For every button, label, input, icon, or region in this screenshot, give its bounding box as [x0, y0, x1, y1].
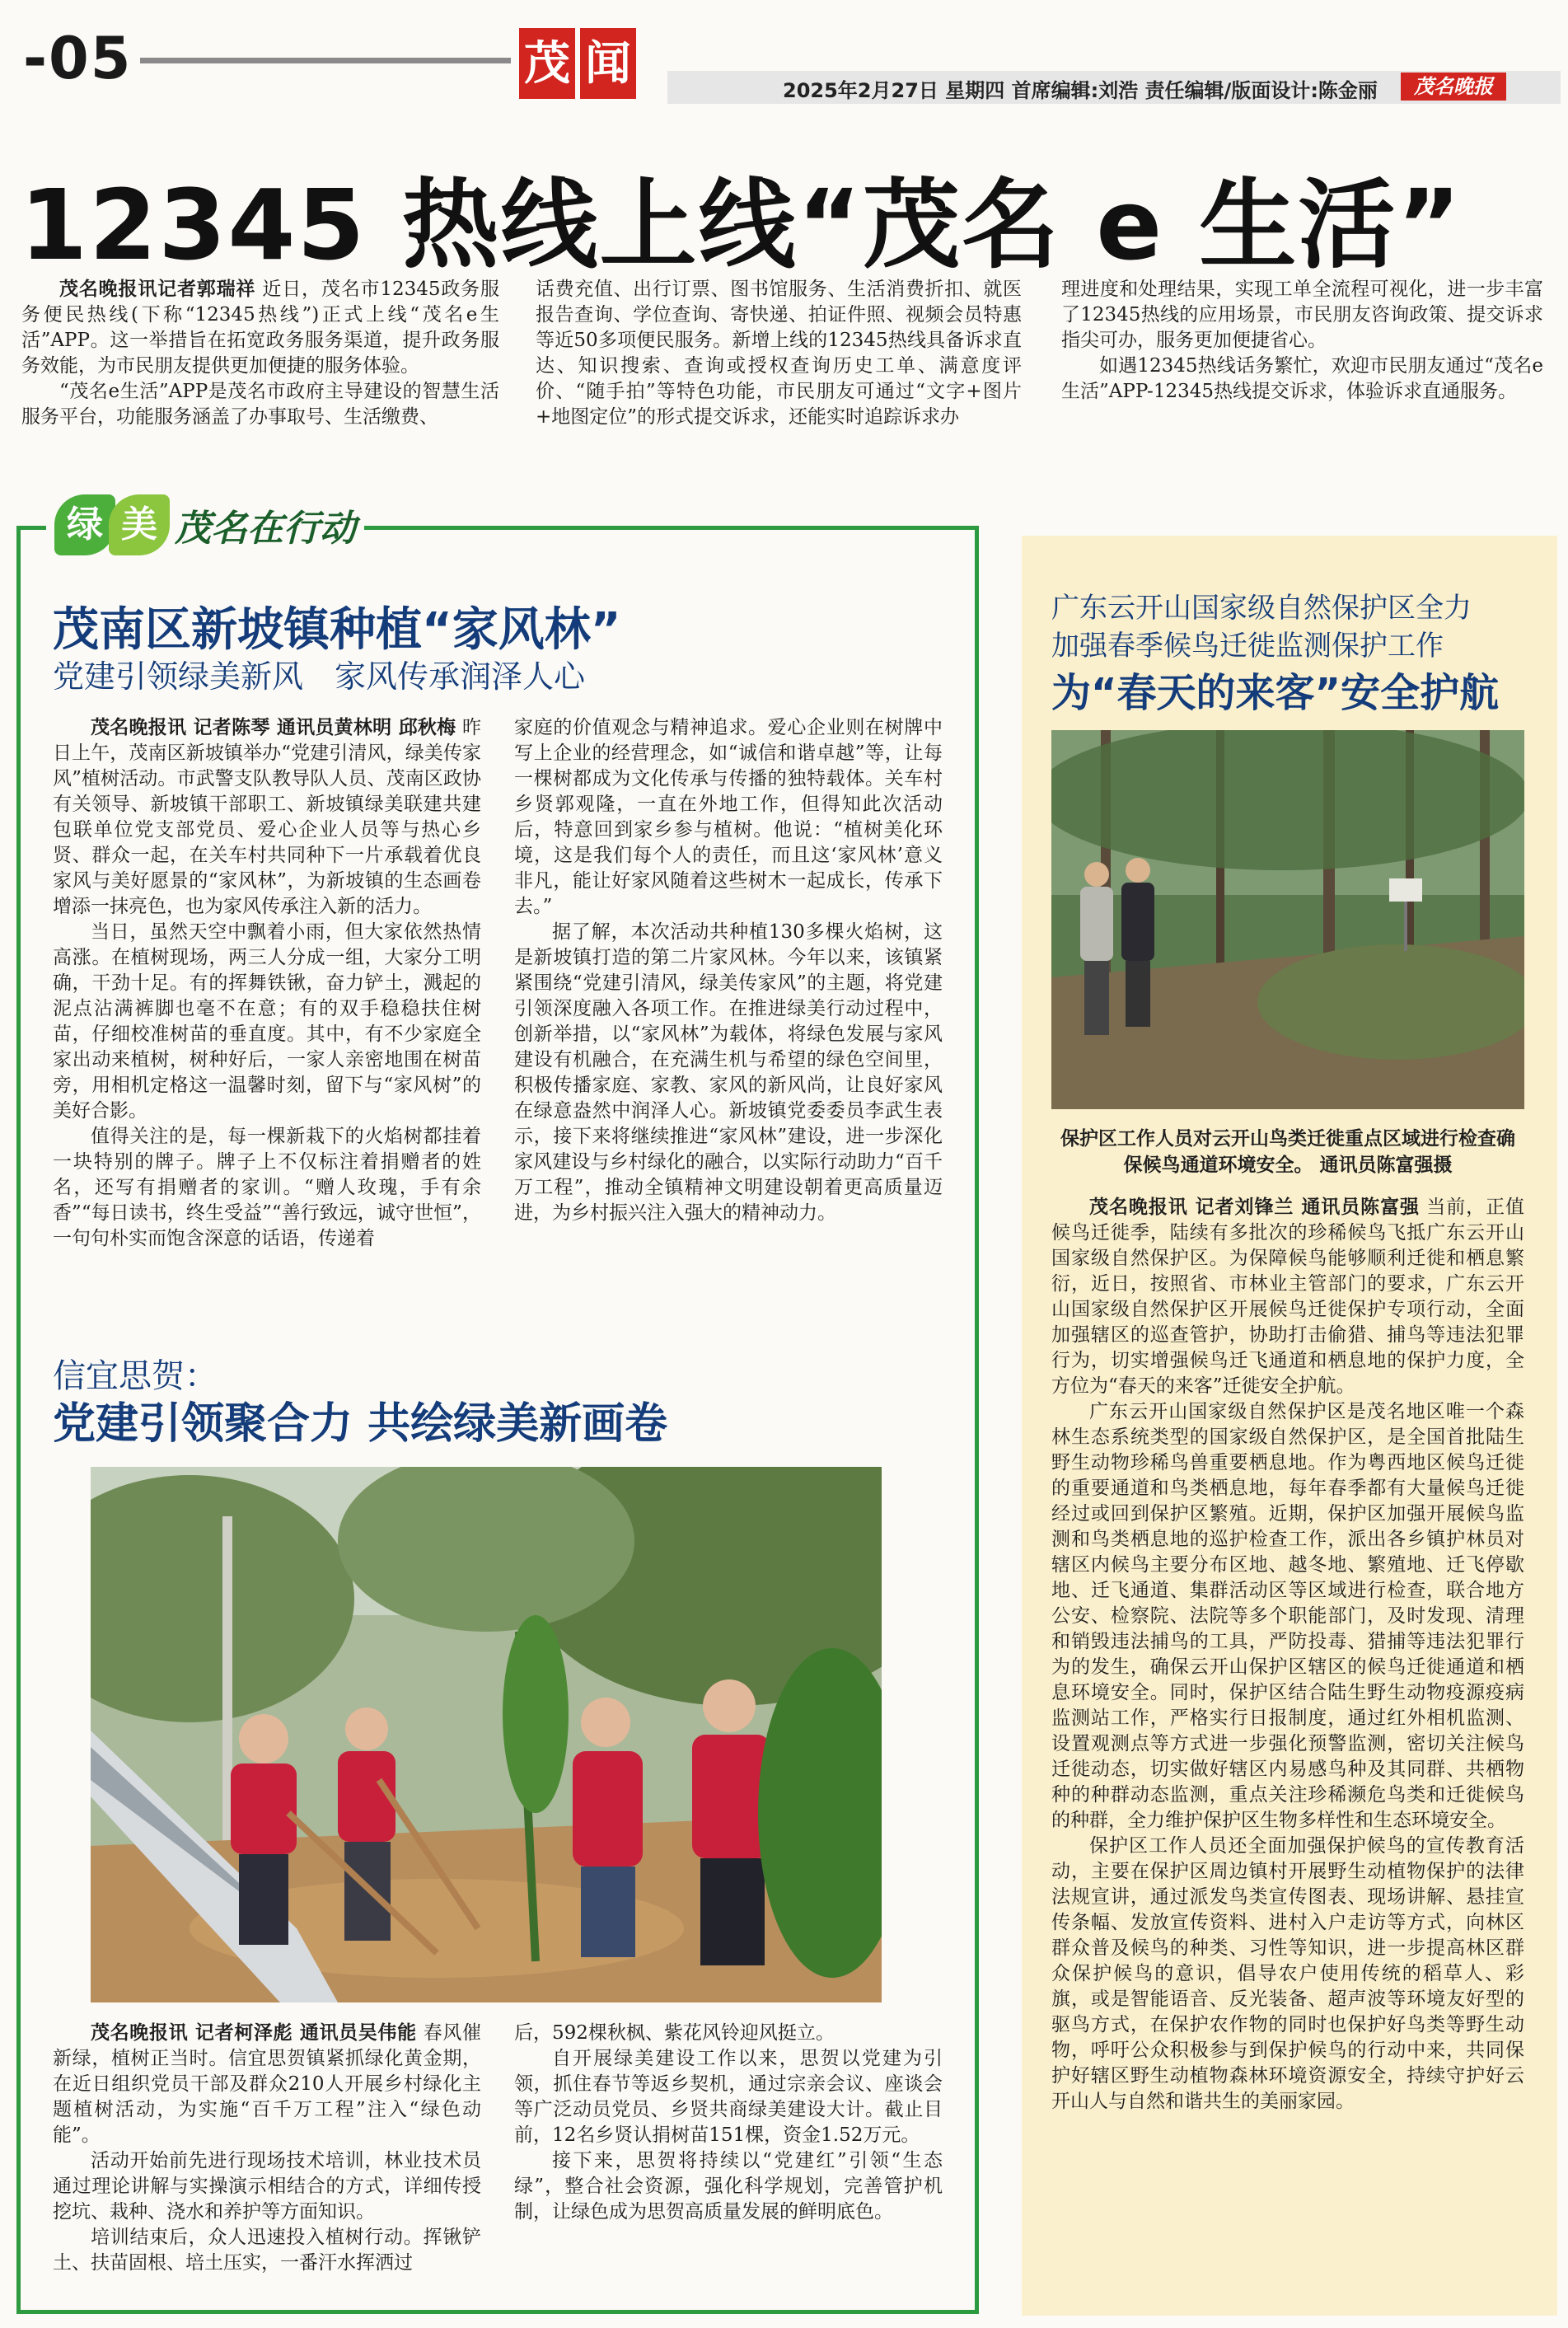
- article-text: 自开展绿美建设工作以来，思贺以党建为引领，抓住春节等返乡契机，通过宗亲会议、座谈会等广泛动员党员、乡贤共商绿美建设大计。截止目前，12名乡贤认捐树苗151棵，资金1.52万元。: [514, 2048, 943, 2146]
- page-number: -05: [23, 25, 133, 92]
- right-panel-title: 为“春天的来客”安全护航: [1051, 670, 1500, 716]
- article-title: 茂南区新坡镇种植“家风林”: [53, 603, 621, 657]
- right-panel-text: [1051, 1195, 1524, 2115]
- lead-text: 近日，茂名市12345政务服务便民热线(下称“12345热线”)正式上线“茂名e生活”APP。这一举措旨在拓宽政务服务渠道，提升政务服务效能，为市民朋友提供更加便捷的服务体验。: [21, 279, 500, 377]
- article-subtitle: 党建引领绿美新风 家风传承润泽人心: [53, 658, 586, 695]
- lead-text: 话费充值、出行订票、图书馆服务、生活消费折扣、就医报告查询、学位查询、寄快递、拍证件照、视频会员特惠等近50多项便民服务。新增上线的12345热线具备诉求直达、知识搜索、查询或授权查询历史工单、满意度评价、“随手拍”等特色功能，市民朋友可通过“文字+图片+地图定位”的形式提交诉求，还能实时追踪诉求办: [536, 279, 1022, 428]
- article1-column-1: [53, 715, 481, 1252]
- paper-logo: 茂名晚报: [1401, 73, 1506, 101]
- photo-caption: 保护区工作人员对云开山鸟类迁徙重点区域进行检查确保候鸟通道环境安全。 通讯员陈富强摄: [1060, 1128, 1515, 1176]
- header-rule: [140, 58, 511, 63]
- article-text: 广东云开山国家级自然保护区是茂名地区唯一个森林生态系统类型的国家级自然保护区，是全国首批陆生野生动物珍稀鸟兽重要栖息地。作为粤西地区候鸟迁徙的重要通道和鸟类栖息地，每年春季都有大量候鸟迁徙经过或回到保护区繁殖。近期，保护区加强开展候鸟监测和鸟类栖息地的巡护检查工作，派出各乡镇护林员对辖区内候鸟主要分布区地、越冬地、繁殖地、迁飞停歇地、迁飞通道、集群活动区等区域进行检查，联合地方公安、检察院、法院等多个职能部门，及时发现、清理和销毁违法捕鸟的工具，严防投毒、猎捕等违法犯罪行为的发生，确保云开山保护区辖区的候鸟迁徙通道和栖息环境安全。同时，保护区结合陆生野生动物疫源疫病监测站工作，严格实行日报制度，通过红外相机监测、设置观测点等方式进一步强化预警监测，密切关注候鸟迁徙动态，切实做好辖区内易感鸟种及其同群、共栖物种的种群动态监测，重点关注珍稀濒危鸟类和迁徙候鸟的种群，全力维护保护区生物多样性和生态环境安全。: [1051, 1401, 1524, 1831]
- article1-column-2: [514, 715, 943, 1226]
- section-char: 闻: [580, 28, 636, 99]
- article-text: 据了解，本次活动共种植130多棵火焰树，这是新坡镇打造的第二片家风林。今年以来，该镇紧紧围绕“党建引清风，绿美传家风”的主题，将党建引领深度融入各项工作。在推进绿美行动过程中，创新举措，以“家风林”为载体，将绿色发展与家风建设有机融合，在充满生机与希望的绿色空间里，积极传播家庭、家教、家风的新风尚，让良好家风在绿意盎然中润泽人心。新坡镇党委委员李武生表示，接下来将继续推进“家风林”建设，进一步深化家风建设与乡村绿化的融合，以实际行动助力“百千万工程”，推动全镇精神文明建设朝着更高质量迈进，为乡村振兴注入强大的精神动力。: [514, 921, 943, 1224]
- article1-byline: 茂名晚报讯 记者陈琴 通讯员黄林明 邱秋梅: [91, 717, 456, 738]
- article2-byline: 茂名晚报讯 记者柯泽彪 通讯员吴伟能: [91, 2022, 417, 2044]
- right-panel-byline: 茂名晚报讯 记者刘锋兰 通讯员陈富强: [1089, 1197, 1420, 1218]
- article-text: 春风催新绿，植树正当时。信宜思贺镇紧抓绿化黄金期，在近日组织党员干部及群众210人开展乡村绿化主题植树活动，为实施“百千万工程”注入“绿色动能”。: [53, 2022, 482, 2146]
- article2-column-2: [514, 2021, 943, 2225]
- article-text: 当日，虽然天空中飘着小雨，但大家依然热情高涨。在植树现场，两三人分成一组，大家分工明确，干劲十足。有的挥舞铁锹，奋力铲土，溅起的泥点沾满裤脚也毫不在意；有的双手稳稳扶住树苗，仔细校准树苗的垂直度。其中，有不少家庭全家出动来植树，树种好后，一家人亲密地围在树苗旁，用相机定格这一温馨时刻，留下与“家风树”的美好合影。: [53, 921, 481, 1122]
- banner-text: 茂名在行动: [175, 508, 356, 550]
- tree-planting-illustration: [91, 1467, 882, 2002]
- article-text: 值得关注的是，每一棵新栽下的火焰树都挂着一块特别的牌子。牌子上不仅标注着捐赠者的姓名，还写有捐赠者的家训。“赠人玫瑰，手有余香”“每日读书，终生受益”“善行致远，诚守世恒”，一句句朴实而饱含深意的话语，传递着: [53, 1126, 481, 1249]
- lead-headline: 12345 热线上线“茂名 e 生活”: [20, 168, 1463, 282]
- article2-title: 党建引领聚合力 共绘绿美新画卷: [53, 1399, 668, 1449]
- lead-text: 如遇12345热线话务繁忙，欢迎市民朋友通过“茂名e生活”APP-12345热线提交诉求，体验诉求直通服务。: [1061, 355, 1543, 402]
- article2-column-1: [53, 2021, 481, 2276]
- lead-column-2: [536, 277, 1022, 430]
- lead-byline: 茂名晚报讯记者郭瑞祥: [59, 279, 256, 300]
- lead-text: “茂名e生活”APP是茂名市政府主导建设的智慧生活服务平台，功能服务涵盖了办事取号、生活缴费、: [21, 381, 499, 428]
- article-text: 保护区工作人员还全面加强保护候鸟的宣传教育活动，主要在保护区周边镇村开展野生动植物保护的法律法规宣讲，通过派发鸟类宣传图表、现场讲解、悬挂宣传条幅、发放宣传资料、进村入户走访等方式，向林区群众普及候鸟的种类、习性等知识，进一步提高林区群众保护候鸟的意识，倡导农户使用传统的稻草人、彩旗，或是智能语音、反光装备、超声波等环境友好型的驱鸟方式，在保护农作物的同时也保护好鸟类等野生动物，呼吁公众积极参与到保护候鸟的行动中来，共同保护好辖区野生动植物森林环境资源安全，持续守护好云开山人与自然和谐共生的美丽家园。: [1051, 1835, 1524, 2112]
- article-text: 昨日上午，茂南区新坡镇举办“党建引清风，绿美传家风”植树活动。市武警支队教导队人员、茂南区政协有关领导、新坡镇干部职工、新坡镇绿美联建共建包联单位党支部党员、爱心企业人员等与热心乡贤、群众一起，在关车村共同种下一片承载着优良家风与美好愿景的“家风林”，为新坡镇的生态画卷增添一抹亮色，也为家风传承注入新的活力。: [53, 717, 481, 917]
- article-text: 后，592棵秋枫、紫花风铃迎风挺立。: [514, 2022, 835, 2044]
- issue-info: 2025年2月27日 星期四 首席编辑:刘浩 责任编辑/版面设计:陈金丽: [783, 79, 1378, 102]
- forest-illustration: [1051, 730, 1524, 1109]
- lead-column-3: [1061, 277, 1543, 405]
- article-text: 培训结束后，众人迅速投入植树行动。挥锹铲土、扶苗固根、培土压实，一番汗水挥洒过: [53, 2227, 481, 2274]
- section-char: 茂: [519, 28, 575, 99]
- right-panel-kicker: 广东云开山国家级自然保护区全力: [1051, 592, 1472, 625]
- lead-text: 理进度和处理结果，实现工单全流程可视化，进一步丰富了12345热线的应用场景，市民朋友咨询政策、提交诉求指尖可办，服务更加便捷省心。: [1061, 279, 1543, 351]
- article2-pretitle: 信宜思贺：: [53, 1357, 218, 1395]
- leaf-icon: 美: [109, 494, 170, 555]
- right-panel-kicker: 加强春季候鸟迁徙监测保护工作: [1051, 630, 1444, 663]
- article-text: 活动开始前先进行现场技术培训，林业技术员通过理论讲解与实操演示相结合的方式，详细传授挖坑、栽种、浇水和养护等方面知识。: [53, 2150, 481, 2223]
- article-text: 接下来，思贺将持续以“党建红”引领“生态绿”，整合社会资源，强化科学规划，完善管护机制，让绿色成为思贺高质量发展的鲜明底色。: [514, 2150, 943, 2223]
- section-tag: [519, 28, 636, 104]
- tree-planting-photo: [91, 1467, 882, 2002]
- green-banner: [46, 491, 364, 559]
- article-text: 当前，正值候鸟迁徙季，陆续有多批次的珍稀候鸟飞抵广东云开山国家级自然保护区。为保障候鸟能够顺利迁徙和栖息繁衍，近日，按照省、市林业主管部门的要求，广东云开山国家级自然保护区开展候鸟迁徙保护专项行动，全面加强辖区的巡查管护，协助打击偷猎、捕鸟等违法犯罪行为，切实增强候鸟迁飞通道和栖息地的保护力度，全方位为“春天的来客”迁徙安全护航。: [1051, 1197, 1525, 1397]
- lead-column-1: [21, 277, 499, 430]
- article-text: 家庭的价值观念与精神追求。爱心企业则在树牌中写上企业的经营理念，如“诚信和谐卓越”等，让每一棵树都成为文化传承与传播的独特载体。关车村乡贤郭观隆，一直在外地工作，但得知此次活动后，特意回到家乡参与植树。他说：“植树美化环境，这是我们每个人的责任，而且这‘家风林’意义非凡，能让好家风随着这些树木一起成长，传承下去。”: [514, 717, 943, 917]
- leaf-icon: 绿: [54, 494, 115, 555]
- forest-patrol-photo: [1051, 730, 1524, 1109]
